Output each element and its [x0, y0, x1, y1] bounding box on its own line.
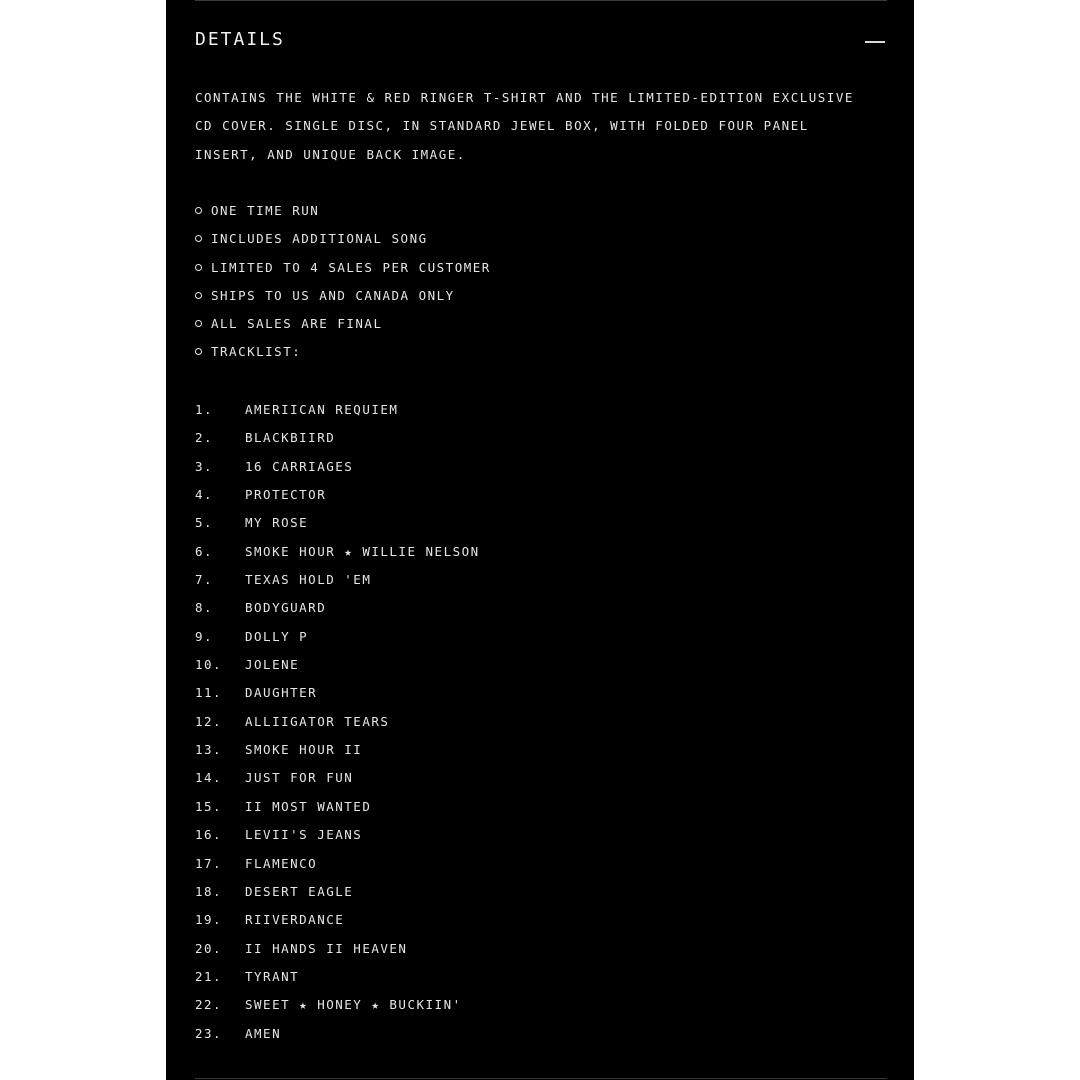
- feature-item: [195, 310, 491, 338]
- track-item: [195, 736, 480, 764]
- feature-item: [195, 197, 491, 225]
- track-item: [195, 651, 480, 679]
- track-item: [195, 821, 480, 849]
- track-title: DOLLY P: [245, 628, 309, 644]
- track-number: 13.: [195, 742, 223, 758]
- feature-item: [195, 254, 491, 282]
- track-number: 21.: [195, 968, 223, 984]
- minus-icon: [865, 41, 885, 43]
- track-number: 18.: [195, 883, 223, 899]
- track-item: [195, 793, 480, 821]
- feature-text: SHIPS TO US AND CANADA ONLY: [211, 287, 455, 303]
- track-item: [195, 878, 480, 906]
- feature-text: ONE TIME RUN: [211, 203, 320, 218]
- bullet-icon: [195, 320, 202, 327]
- feature-item: [195, 282, 491, 310]
- track-number: 20.: [195, 940, 223, 956]
- feature-item: [195, 225, 491, 253]
- track-number: 8.: [195, 600, 214, 616]
- track-title: PROTECTOR: [245, 487, 327, 503]
- track-number: 12.: [195, 713, 223, 729]
- tracklist: [195, 396, 480, 1048]
- track-item: [195, 566, 480, 594]
- track-item: [195, 453, 480, 481]
- track-title: JUST FOR FUN: [245, 770, 354, 786]
- track-item: [195, 396, 480, 424]
- track-title: AMERIICAN REQUIEM: [245, 402, 399, 417]
- feature-text: INCLUDES ADDITIONAL SONG: [211, 231, 428, 247]
- details-panel: [166, 0, 914, 1080]
- track-title: II HANDS II HEAVEN: [245, 940, 408, 956]
- track-title: TYRANT: [245, 968, 300, 984]
- feature-text: TRACKLIST:: [211, 344, 302, 360]
- track-title: BLACKBIIRD: [245, 430, 336, 446]
- track-title: SMOKE HOUR II: [245, 742, 363, 758]
- track-number: 2.: [195, 430, 214, 446]
- track-item: [195, 708, 480, 736]
- bullet-icon: [195, 264, 202, 271]
- track-item: [195, 623, 480, 651]
- track-title: ALLIIGATOR TEARS: [245, 713, 390, 729]
- track-title: DAUGHTER: [245, 685, 318, 701]
- collapse-button[interactable]: [863, 31, 887, 51]
- feature-list: [195, 197, 491, 367]
- track-item: [195, 764, 480, 792]
- track-item: [195, 1020, 480, 1048]
- feature-item: [195, 338, 491, 366]
- track-number: 6.: [195, 543, 214, 559]
- track-number: 3.: [195, 458, 214, 474]
- details-title: DETAILS: [195, 29, 285, 50]
- bullet-icon: [195, 348, 202, 355]
- track-item: [195, 906, 480, 934]
- track-item: [195, 481, 480, 509]
- feature-text: ALL SALES ARE FINAL: [211, 316, 383, 332]
- top-divider: [195, 0, 887, 1]
- track-number: 1.: [195, 402, 214, 417]
- bullet-icon: [195, 292, 202, 299]
- product-description: CONTAINS THE WHITE & RED RINGER T-SHIRT AND THE LIMITED-EDITION EXCLUSIVE CD COVER. SINGLE DISC, IN STANDARD JEWEL BOX, WITH FOLDED FOUR PANEL INSERT, AND UNIQUE BACK IMAGE.: [195, 90, 854, 162]
- track-item: [195, 935, 480, 963]
- track-number: 19.: [195, 912, 223, 928]
- track-item: [195, 850, 480, 878]
- track-title: MY ROSE: [245, 515, 309, 531]
- track-number: 10.: [195, 657, 223, 673]
- track-title: SWEET ★ HONEY ★ BUCKIIN': [245, 997, 462, 1013]
- track-title: DESERT EAGLE: [245, 883, 354, 899]
- bullet-icon: [195, 235, 202, 242]
- track-number: 17.: [195, 855, 223, 871]
- track-number: 22.: [195, 997, 223, 1013]
- track-item: [195, 991, 480, 1019]
- track-item: [195, 594, 480, 622]
- track-number: 15.: [195, 798, 223, 814]
- track-number: 23.: [195, 1025, 223, 1041]
- track-title: II MOST WANTED: [245, 798, 372, 814]
- track-number: 9.: [195, 628, 214, 644]
- track-item: [195, 424, 480, 452]
- track-number: 16.: [195, 827, 223, 843]
- details-header[interactable]: [195, 26, 887, 56]
- track-number: 14.: [195, 770, 223, 786]
- track-title: AMEN: [245, 1025, 282, 1041]
- track-item: [195, 679, 480, 707]
- track-title: TEXAS HOLD 'EM: [245, 572, 372, 588]
- track-title: 16 CARRIAGES: [245, 458, 354, 474]
- track-number: 4.: [195, 487, 214, 503]
- track-title: JOLENE: [245, 657, 300, 673]
- track-number: 7.: [195, 572, 214, 588]
- track-title: FLAMENCO: [245, 855, 318, 871]
- track-item: [195, 509, 480, 537]
- track-item: [195, 963, 480, 991]
- feature-text: LIMITED TO 4 SALES PER CUSTOMER: [211, 259, 491, 275]
- track-title: RIIVERDANCE: [245, 912, 345, 928]
- track-number: 5.: [195, 515, 214, 531]
- track-title: LEVII'S JEANS: [245, 827, 363, 843]
- track-number: 11.: [195, 685, 223, 701]
- bottom-divider: [195, 1078, 887, 1079]
- track-item: [195, 538, 480, 566]
- track-title: SMOKE HOUR ★ WILLIE NELSON: [245, 543, 480, 559]
- track-title: BODYGUARD: [245, 600, 327, 616]
- bullet-icon: [195, 207, 202, 214]
